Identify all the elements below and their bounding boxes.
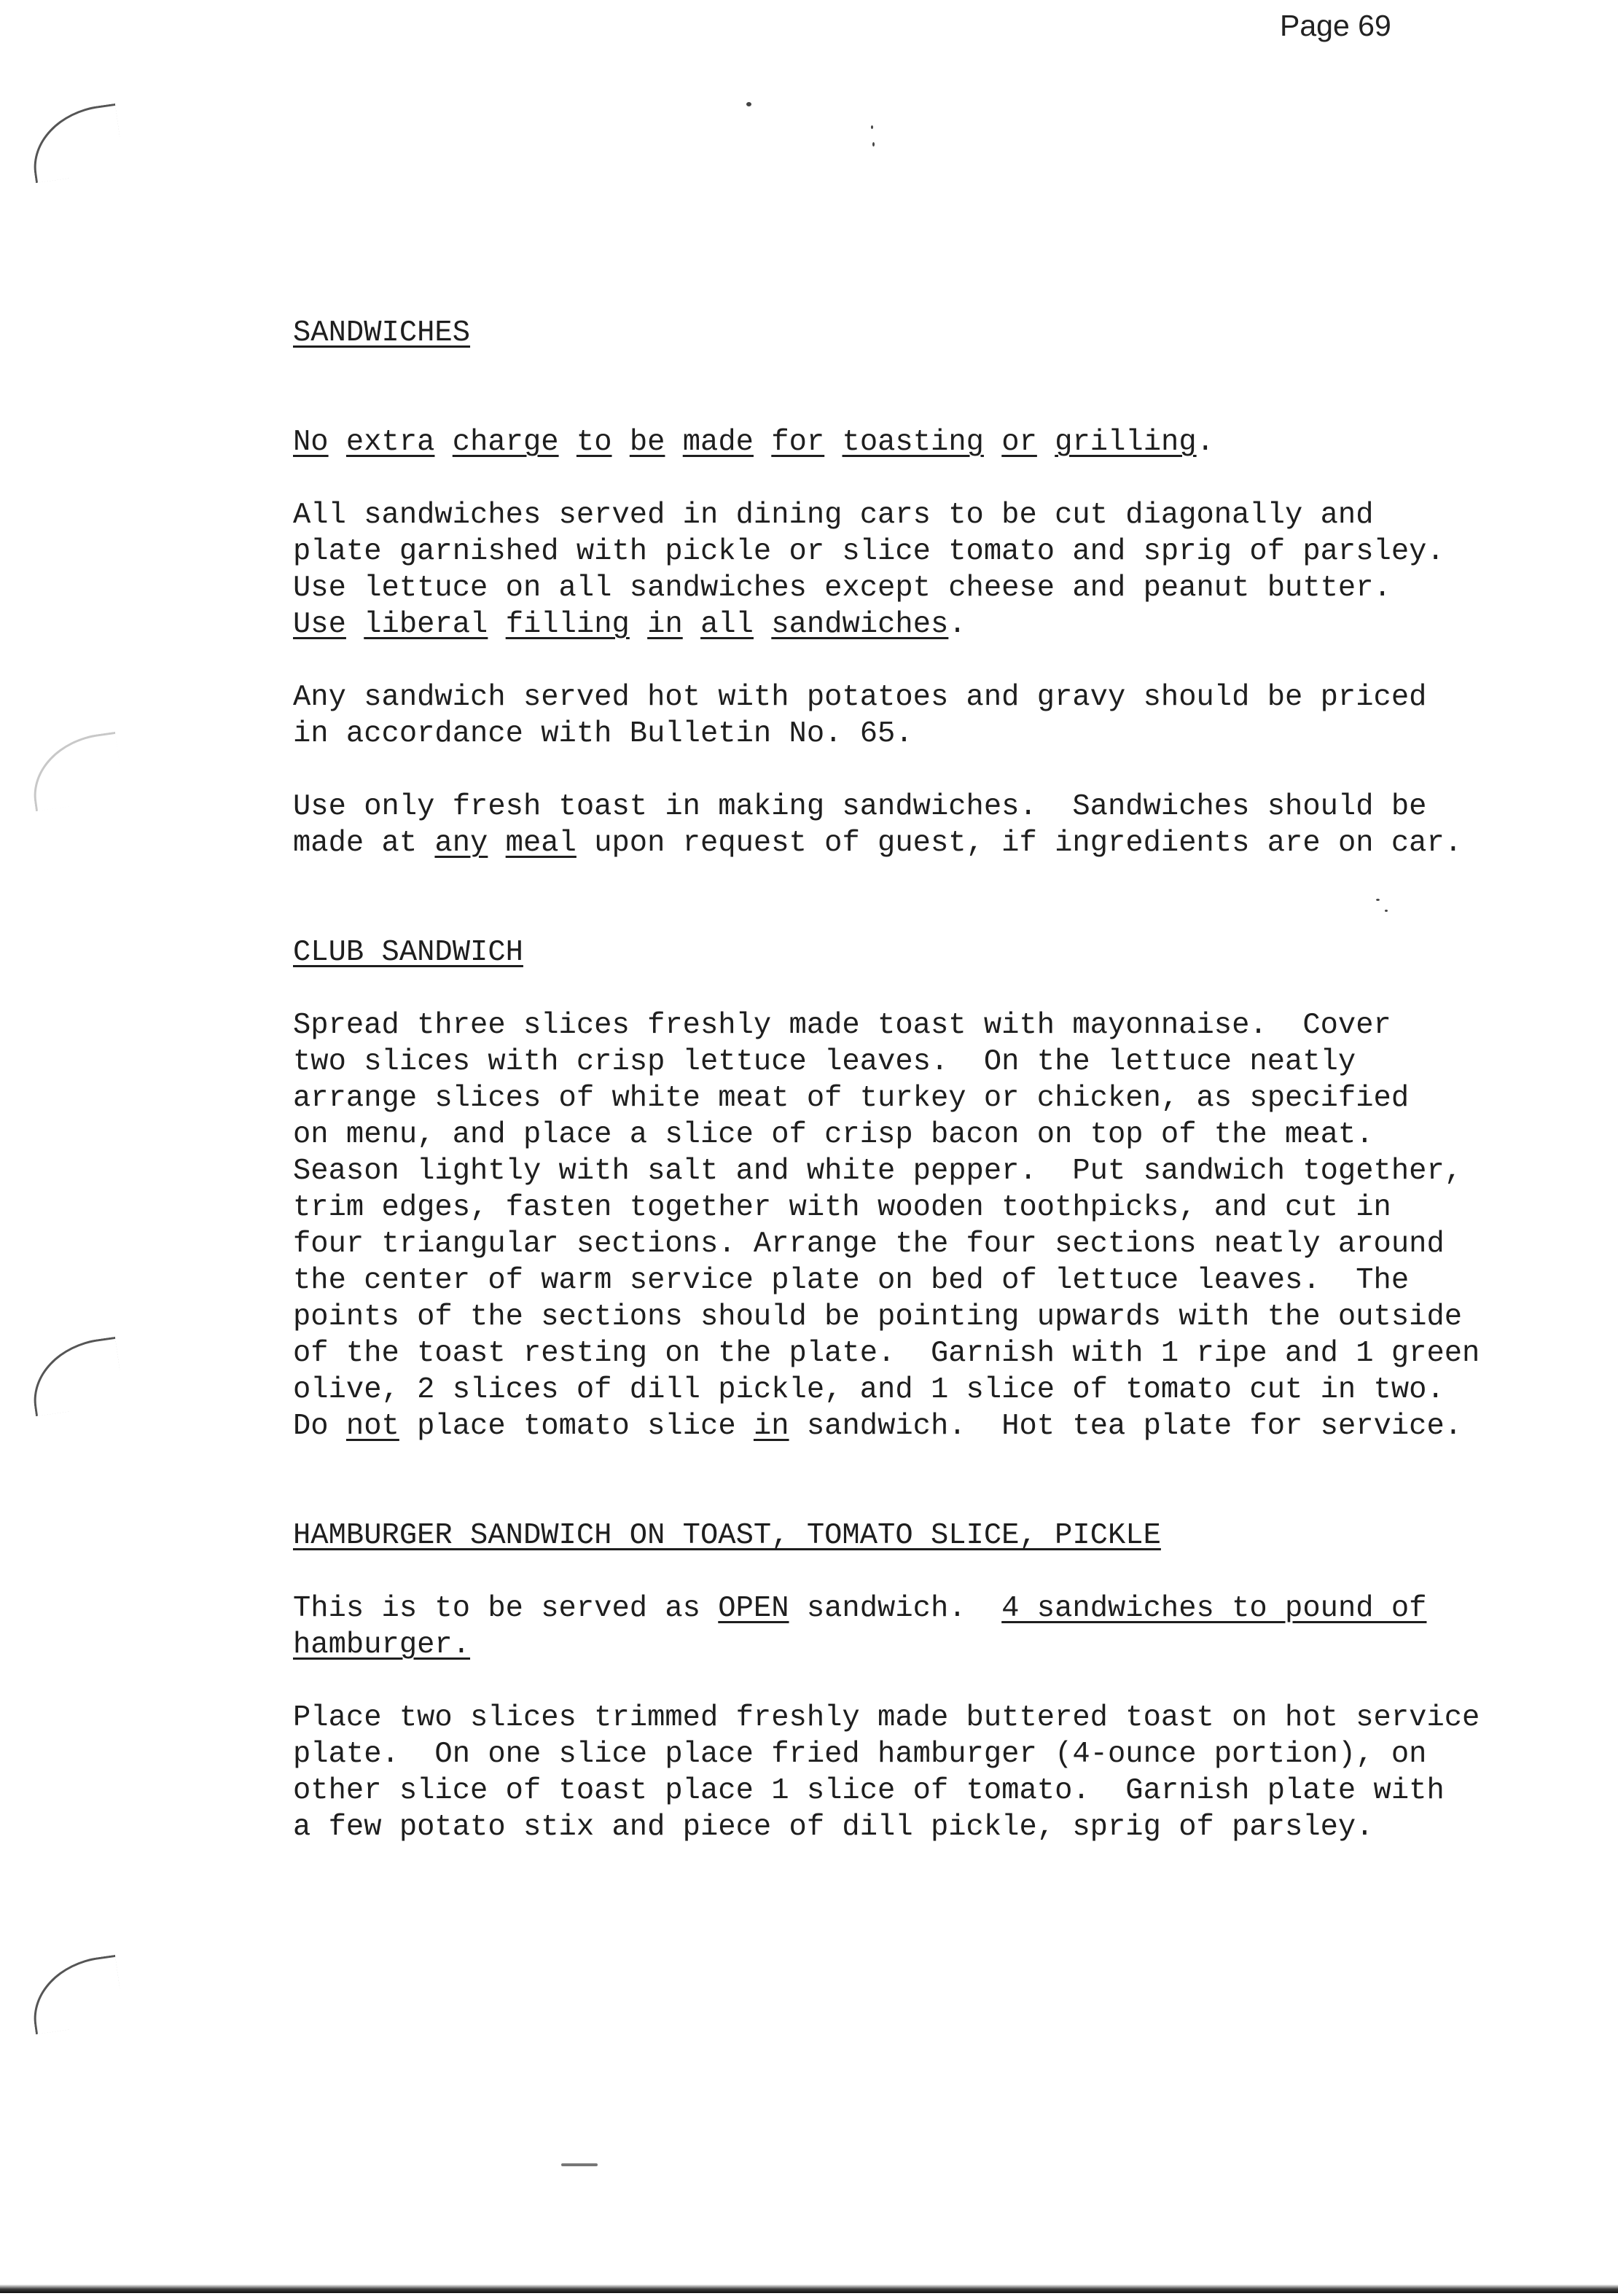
paragraph-line: the center of warm service plate on bed of lettuce leaves. The [293,1264,1410,1297]
paragraph-line-any-meal: made at any meal upon request of guest, if ingredients are on car. [293,827,1463,860]
speck [561,2163,598,2166]
paragraph-line: two slices with crisp lettuce leaves. On the lettuce neatly [293,1045,1356,1079]
page-number: Page 69 [1280,9,1391,42]
paragraph-line: Spread three slices freshly made toast with mayonnaise. Cover [293,1009,1391,1042]
section-heading-hamburger-sandwich: HAMBURGER SANDWICH ON TOAST, TOMATO SLICE, PICKLE [293,1519,1161,1553]
paragraph-line-open-sandwich: This is to be served as OPEN sandwich. 4 sandwiches to pound of [293,1592,1427,1625]
paragraph-line: arrange slices of white meat of turkey or chicken, as specified [293,1082,1410,1115]
paragraph-line: other slice of toast place 1 slice of tomato. Garnish plate with [293,1774,1445,1808]
paragraph-line-do-not: Do not place tomato slice in sandwich. Hot tea plate for service. [293,1410,1463,1443]
scan-bottom-edge [0,2284,1618,2293]
speck [872,142,875,147]
paragraph-line: Season lightly with salt and white pepper. Put sandwich together, [293,1155,1463,1188]
section-heading-club-sandwich: CLUB SANDWICH [293,936,523,969]
speck [1385,910,1388,912]
punch-hole-mark [26,1955,125,2034]
paragraph-line: Use only fresh toast in making sandwiches. Sandwiches should be [293,790,1427,824]
paragraph-line: of the toast resting on the plate. Garnish with 1 ripe and 1 green [293,1337,1480,1370]
paragraph-line: in accordance with Bulletin No. 65. [293,717,913,751]
speck [871,125,873,129]
paragraph-line: a few potato stix and piece of dill pickle, sprig of parsley. [293,1811,1374,1844]
punch-hole-mark [26,732,125,811]
paragraph-line: plate garnished with pickle or slice tomato and sprig of parsley. [293,535,1445,569]
paragraph-line: Use lettuce on all sandwiches except cheese and peanut butter. [293,571,1391,605]
no-extra-charge-notice: No extra charge to be made for toasting or grilling. [293,426,1214,459]
paragraph-line: points of the sections should be pointing upwards with the outside [293,1300,1463,1334]
paragraph-line-liberal-filling: Use liberal filling in all sandwiches. [293,608,966,641]
paragraph-line-hamburger: hamburger. [293,1628,471,1662]
punch-hole-mark [26,1337,125,1416]
section-heading-sandwiches: SANDWICHES [293,316,471,350]
paragraph-line: plate. On one slice place fried hamburger (4-ounce portion), on [293,1738,1427,1771]
speck [746,102,751,106]
punch-hole-mark [26,104,125,183]
paragraph-line: trim edges, fasten together with wooden toothpicks, and cut in [293,1191,1391,1225]
paragraph-line: olive, 2 slices of dill pickle, and 1 slice of tomato cut in two. [293,1373,1445,1407]
paragraph-line: All sandwiches served in dining cars to be cut diagonally and [293,499,1374,532]
paragraph-line: four triangular sections. Arrange the four sections neatly around [293,1227,1445,1261]
paragraph-line: Any sandwich served hot with potatoes and gravy should be priced [293,681,1427,714]
speck [1376,899,1380,901]
paragraph-line: on menu, and place a slice of crisp bacon on top of the meat. [293,1118,1374,1152]
paragraph-line: Place two slices trimmed freshly made buttered toast on hot service [293,1701,1480,1735]
